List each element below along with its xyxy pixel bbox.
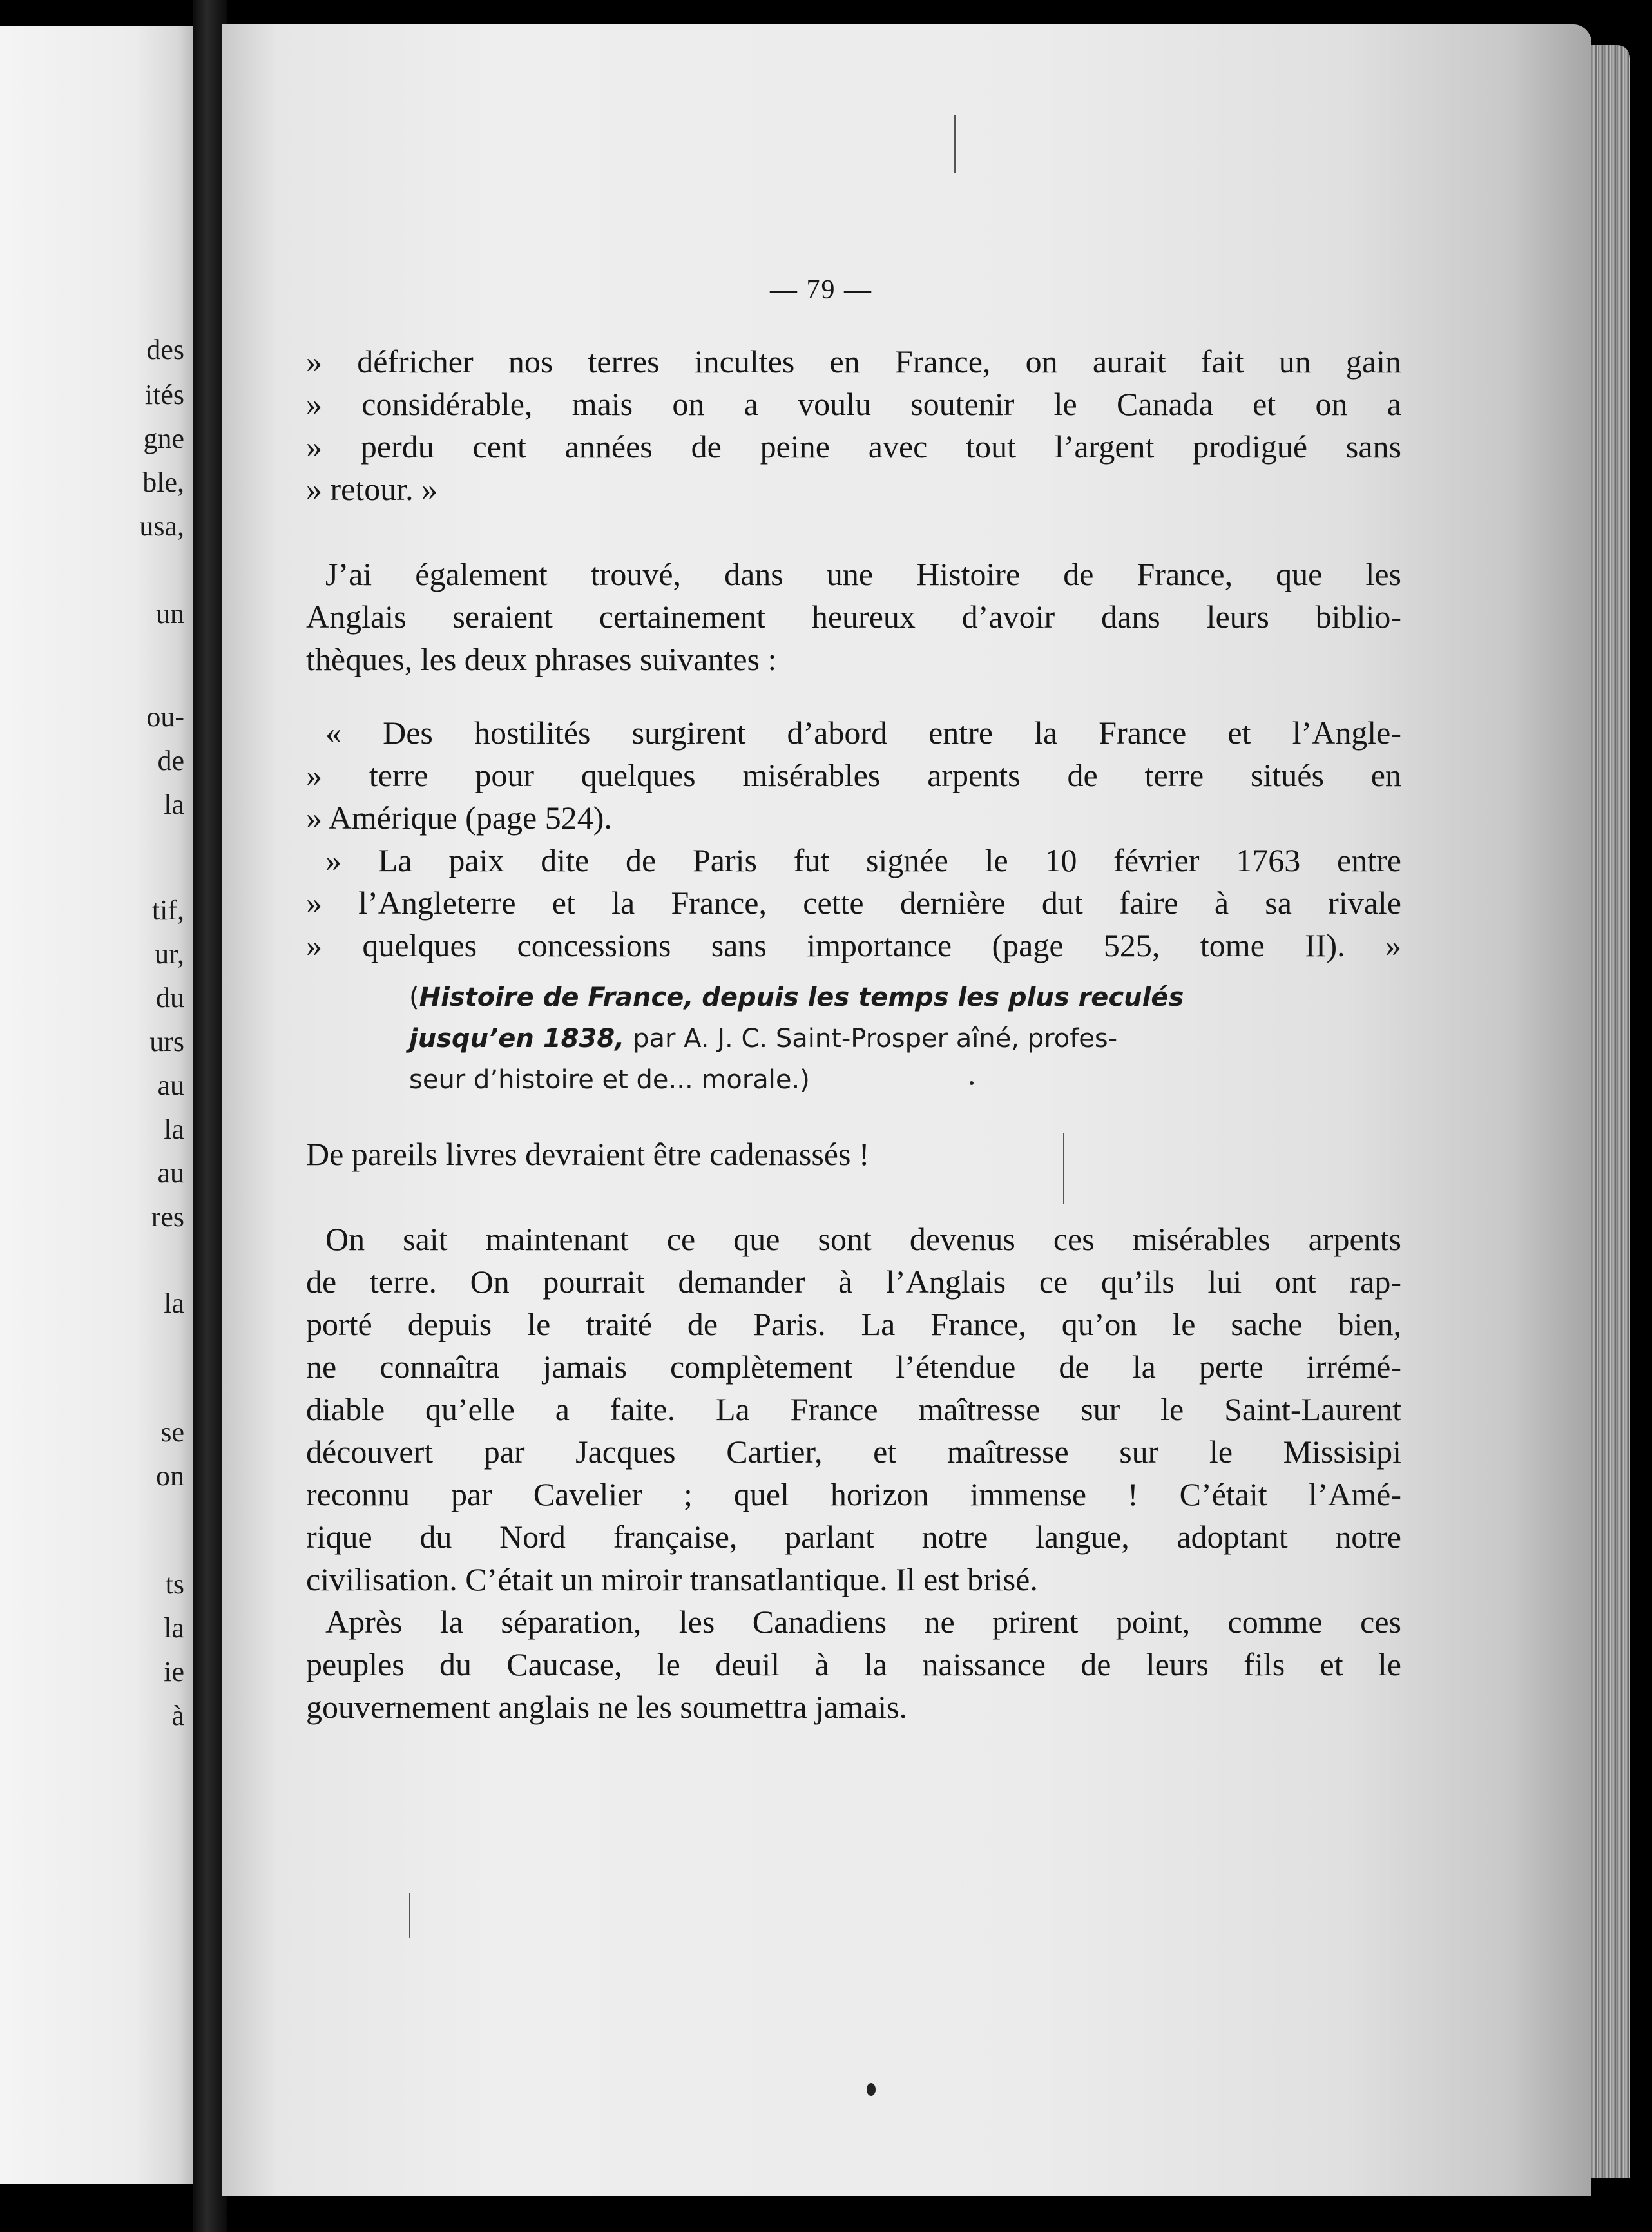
text-line: » l’Angleterre et la France, cette dernière dut faire à sa rivale [306, 885, 1401, 921]
left-fragment: la [164, 1287, 184, 1319]
citation-open-paren: ( [409, 983, 419, 1012]
left-fragment: à [171, 1700, 184, 1731]
text-line: » terre pour quelques misérables arpents de terre situés en [306, 757, 1401, 793]
citation-subtitle-cont: jusqu’en 1838, [409, 1024, 625, 1053]
citation-line [409, 1059, 810, 1101]
text-line: On sait maintenant ce que sont devenus ces misérables arpents [325, 1221, 1401, 1257]
left-fragment: urs [149, 1026, 184, 1057]
left-fragment: ou- [146, 701, 184, 733]
left-fragment: de [157, 745, 184, 776]
text-line: reconnu par Cavelier ; quel horizon immense ! C’était l’Amé- [306, 1476, 1401, 1512]
citation-line [409, 1018, 1401, 1059]
page-scratch [1063, 1133, 1064, 1204]
left-fragment: on [156, 1460, 184, 1492]
text-line: ne connaîtra jamais complètement l’étendue de la perte irrémé- [306, 1349, 1401, 1385]
left-fragment: res [151, 1201, 184, 1233]
left-fragment: ie [164, 1656, 184, 1688]
ink-speck [867, 2083, 876, 2096]
citation-author-cont: seur d’histoire et de... morale.) [409, 1065, 810, 1095]
page-scratch [954, 115, 956, 173]
left-fragment: ble, [142, 467, 184, 498]
page-scratch [409, 1893, 410, 1938]
exclamation-line: De pareils livres devraient être cadenassés ! [306, 1136, 870, 1172]
book-page [222, 24, 1591, 2196]
left-fragment: gne [143, 423, 184, 454]
left-fragment: du [156, 982, 184, 1014]
left-fragment: ur, [155, 938, 184, 970]
text-line: » La paix dite de Paris fut signée le 10 février 1763 entre [325, 842, 1401, 878]
left-fragment: ts [165, 1568, 184, 1600]
text-line: J’ai également trouvé, dans une Histoire de France, que les [325, 556, 1401, 592]
left-fragment: la [164, 1113, 184, 1145]
text-line: » Amérique (page 524). [306, 800, 612, 836]
text-line: » perdu cent années de peine avec tout l’argent prodigué sans [306, 428, 1401, 465]
text-line: peuples du Caucase, le deuil à la naissance de leurs fils et le [306, 1646, 1401, 1682]
left-fragment: tif, [151, 894, 184, 926]
ink-speck [970, 1081, 974, 1085]
left-fragment: au [157, 1070, 184, 1101]
text-line: » quelques concessions sans importance (page 525, tome II). » [306, 927, 1401, 963]
left-fragment: se [160, 1416, 184, 1448]
text-line: rique du Nord française, parlant notre langue, adoptant notre [306, 1519, 1401, 1555]
left-fragment: la [164, 1612, 184, 1644]
text-line: thèques, les deux phrases suivantes : [306, 641, 777, 677]
left-facing-page [0, 26, 193, 2184]
text-line: porté depuis le traité de Paris. La France, qu’on le sache bien, [306, 1306, 1401, 1342]
text-line: « Des hostilités surgirent d’abord entre la France et l’Angle- [325, 715, 1401, 751]
text-line: découvert par Jacques Cartier, et maîtresse sur le Missisipi [306, 1434, 1401, 1470]
left-fragment: la [164, 789, 184, 820]
text-line: » défricher nos terres incultes en France, on aurait fait un gain [306, 343, 1401, 380]
page-number: — 79 — [770, 275, 872, 305]
text-line: diable qu’elle a faite. La France maîtresse sur le Saint-Laurent [306, 1391, 1401, 1427]
citation-line [409, 977, 1401, 1018]
text-line: gouvernement anglais ne les soumettra jamais. [306, 1689, 908, 1725]
citation-author: par A. J. C. Saint-Prosper aîné, profes- [633, 1024, 1118, 1053]
text-line: de terre. On pourrait demander à l’Anglais ce qu’ils lui ont rap- [306, 1264, 1401, 1300]
text-line: civilisation. C’était un miroir transatlantique. Il est brisé. [306, 1561, 1038, 1597]
text-line: » considérable, mais on a voulu soutenir le Canada et on a [306, 386, 1401, 422]
left-fragment: usa, [139, 510, 184, 542]
left-fragment: un [156, 598, 184, 630]
citation-title: Histoire de France, [419, 983, 694, 1012]
left-fragment: des [146, 334, 184, 365]
text-line: Anglais seraient certainement heureux d’avoir dans leurs biblio- [306, 599, 1401, 635]
left-fragment: ités [144, 379, 184, 410]
citation-subtitle: depuis les temps les plus reculés [702, 983, 1184, 1012]
text-line: » retour. » [306, 471, 438, 507]
text-line: Après la séparation, les Canadiens ne prirent point, comme ces [325, 1604, 1401, 1640]
left-fragment: au [157, 1157, 184, 1189]
